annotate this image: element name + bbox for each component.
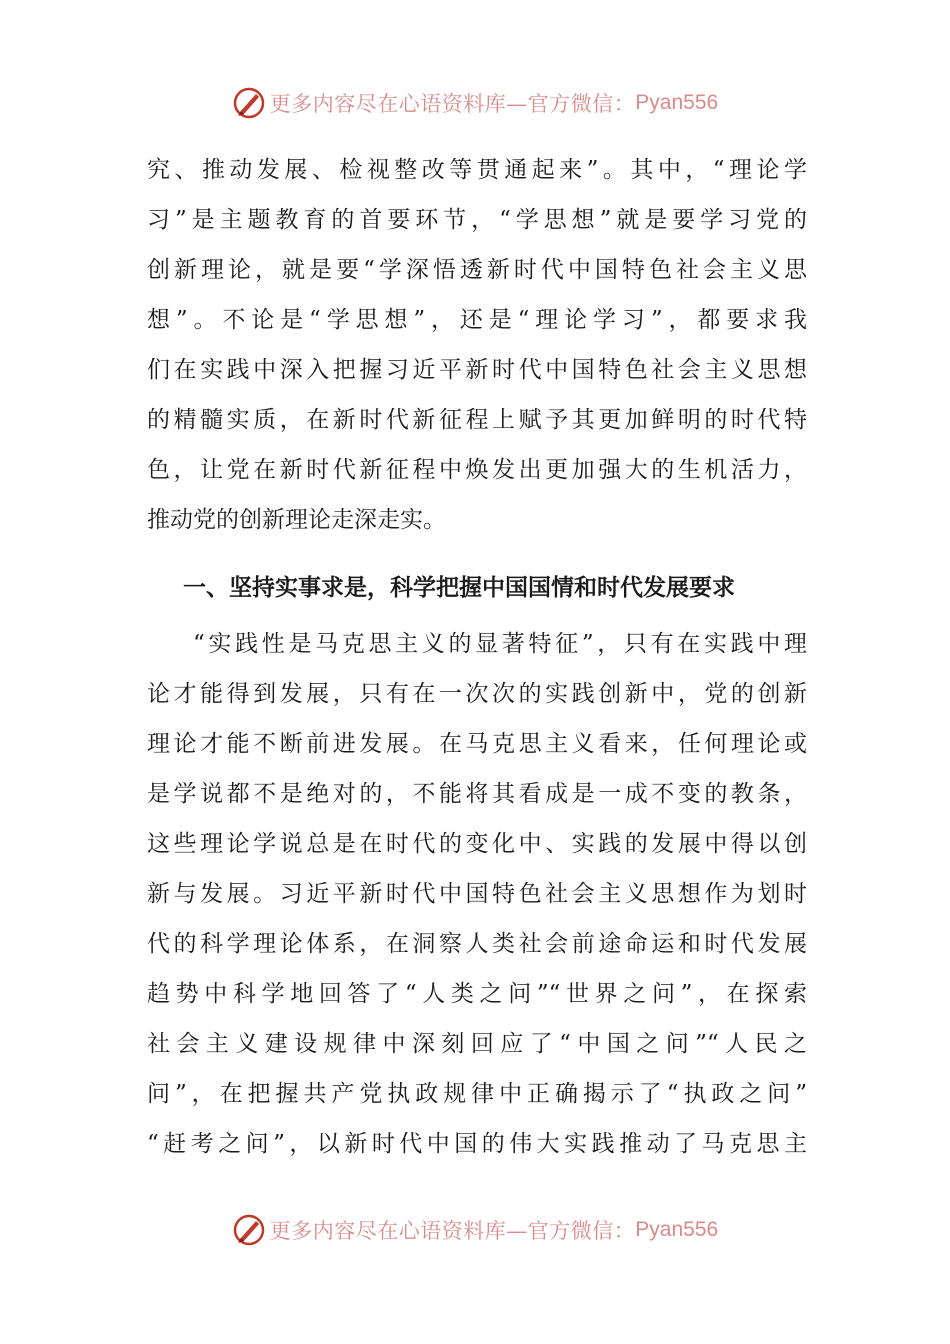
banner-text: 更多内容尽在心语资料库—官方微信： (269, 1219, 636, 1243)
text-line: 新与发展。习近平新时代中国特色社会主义思想作为划时 (147, 881, 807, 907)
text-line: 趋势中科学地回答了“人类之问”“世界之问”，在探索 (147, 981, 807, 1007)
text-line: 习”是主题教育的首要环节，“学思想”就是要学习党的 (147, 207, 807, 233)
text-line: 创新理论，就是要“学深悟透新时代中国特色社会主义思 (147, 257, 807, 283)
text-line: 想”。不论是“学思想”，还是“理论学习”，都要求我 (147, 307, 807, 333)
text-line: 们在实践中深入把握习近平新时代中国特色社会主义思想 (147, 357, 807, 383)
text-line: 理论才能不断前进发展。在马克思主义看来，任何理论或 (147, 731, 807, 757)
text-line: “实践性是马克思主义的显著特征”，只有在实践中理 (193, 631, 807, 657)
pen-logo-icon (232, 1213, 266, 1247)
section-heading: 一、坚持实事求是，科学把握中国国情和时代发展要求 (183, 575, 735, 601)
text-line: 这些理论学说总是在时代的变化中、实践的发展中得以创 (147, 831, 807, 857)
text-line: “赶考之问”，以新时代中国的伟大实践推动了马克思主 (147, 1131, 807, 1157)
text-line: 究、推动发展、检视整改等贯通起来”。其中，“理论学 (147, 157, 807, 183)
banner-wechat-id: Pyan556 (635, 91, 719, 114)
text-line: 论才能得到发展，只有在一次次的实践创新中，党的创新 (147, 681, 807, 707)
banner-text: 更多内容尽在心语资料库—官方微信： (269, 92, 636, 116)
text-line: 社会主义建设规律中深刻回应了“中国之问”“人民之 (147, 1031, 807, 1057)
text-line: 的精髓实质，在新时代新征程上赋予其更加鲜明的时代特 (147, 407, 807, 433)
text-line: 推动党的创新理论走深走实。 (147, 507, 446, 533)
document-body (147, 145, 807, 1169)
text-line: 问”，在把握共产党执政规律中正确揭示了“执政之问” (147, 1081, 807, 1107)
text-line: 代的科学理论体系，在洞察人类社会前途命运和时代发展 (147, 931, 807, 957)
header-banner (0, 83, 950, 123)
text-line: 色，让党在新时代新征程中焕发出更加强大的生机活力， (147, 457, 807, 483)
pen-logo-icon (232, 86, 266, 120)
text-line: 是学说都不是绝对的，不能将其看成是一成不变的教条， (147, 781, 807, 807)
banner-wechat-id: Pyan556 (635, 1218, 719, 1241)
footer-banner (0, 1210, 950, 1250)
